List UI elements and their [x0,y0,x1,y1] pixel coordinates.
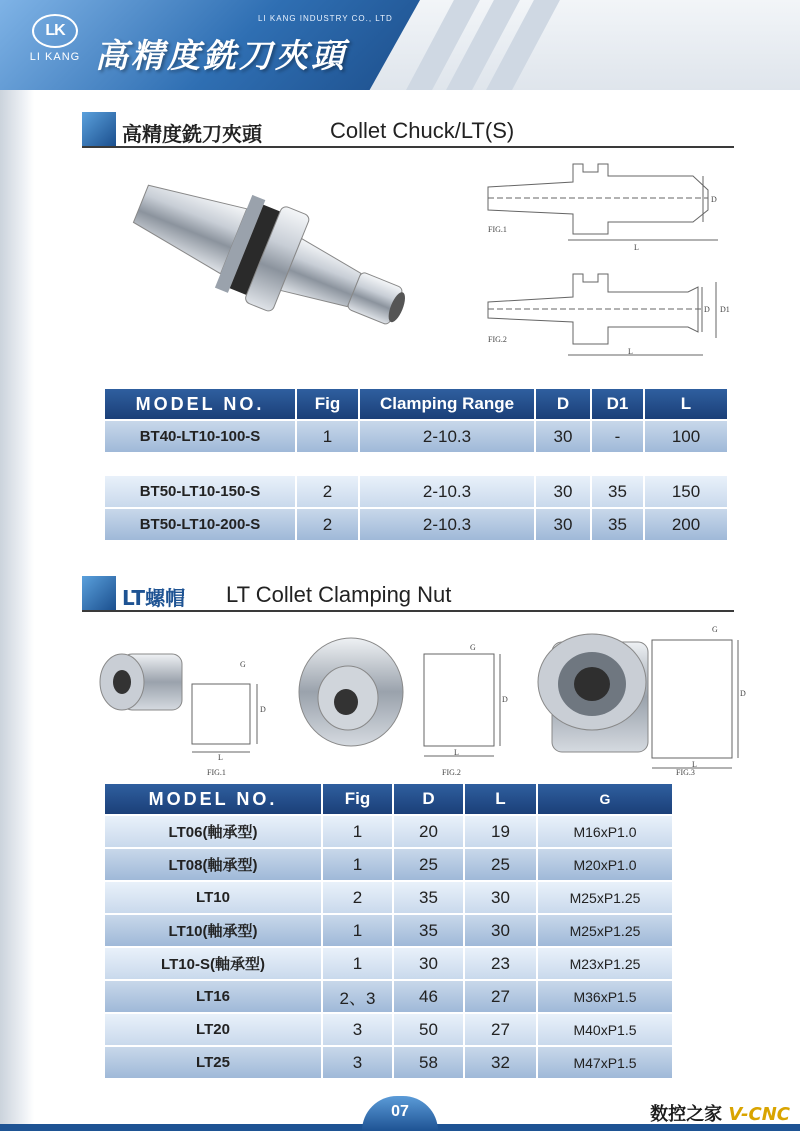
cell-range: 2-10.3 [360,476,534,507]
cell-d: 35 [394,915,463,946]
cell-l: 200 [645,509,727,540]
cell-fig: 1 [323,816,392,847]
cell-d: 20 [394,816,463,847]
section-title-en: Collet Chuck/LT(S) [330,118,515,143]
cell-model: LT20 [105,1014,321,1045]
section-title-cn: 高精度銑刀夾頭 [122,122,262,146]
table-row [105,476,727,507]
cell-d1: - [592,421,643,452]
dim-l-label: L [628,347,633,356]
cell-d: 30 [536,509,590,540]
dim-g-label: G [240,660,246,669]
table-row [105,816,672,847]
dim-d-label: D [704,305,710,314]
cell-l: 150 [645,476,727,507]
section-marker [82,112,116,146]
cell-fig: 2 [297,476,358,507]
table-row [105,981,672,1012]
collet-chuck-photo [120,170,440,350]
cell-g: M40xP1.5 [538,1014,672,1045]
logo-text: LI KANG [29,51,81,63]
cell-d1: 35 [592,476,643,507]
section-marker [82,576,116,610]
cell-model: LT10 [105,882,321,913]
dim-l-label: L [454,748,459,757]
cell-fig: 2 [323,882,392,913]
company-logo [22,14,88,63]
fig2-label: FIG.2 [442,768,461,777]
page-title: 高精度銑刀夾頭 [95,36,347,75]
section-heading-clamping-nut [82,576,734,612]
side-bar [0,90,34,1131]
cell-fig: 3 [323,1014,392,1045]
col-header-clamping-range: Clamping Range [360,389,534,419]
cell-range: 2-10.3 [360,421,534,452]
cell-fig: 1 [323,915,392,946]
cell-model: BT50-LT10-200-S [105,509,295,540]
cell-d1: 35 [592,509,643,540]
watermark-cn: 数控之家 [650,1104,723,1125]
cell-model: LT06(軸承型) [105,816,321,847]
cell-l: 27 [465,981,536,1012]
fig1-label: FIG.1 [488,225,507,234]
table-row [105,509,727,540]
dim-g-label: G [712,625,718,634]
col-header-d: D [536,389,590,419]
company-name: LI KANG INDUSTRY CO., LTD [258,14,393,23]
dim-d1-label: D1 [720,305,730,314]
col-header-model: MODEL NO. [105,784,321,814]
col-header-fig: Fig [297,389,358,419]
cell-l: 27 [465,1014,536,1045]
cell-model: LT10(軸承型) [105,915,321,946]
cell-range: 2-10.3 [360,509,534,540]
nut-fig1 [92,632,272,780]
cell-g: M47xP1.5 [538,1047,672,1078]
cell-fig: 1 [323,948,392,979]
cell-l: 100 [645,421,727,452]
cell-l: 19 [465,816,536,847]
watermark [650,1100,790,1126]
dim-d-label: D [740,689,746,698]
cell-d: 25 [394,849,463,880]
col-header-l: L [645,389,727,419]
cell-l: 30 [465,915,536,946]
cell-fig: 2 [297,509,358,540]
dim-l-label: L [634,243,639,252]
page-number: 07 [362,1096,438,1131]
cell-g: M25xP1.25 [538,882,672,913]
table-row [105,421,727,452]
dim-l-label: L [218,753,223,762]
col-header-fig: Fig [323,784,392,814]
nut-fig3 [532,622,752,780]
cell-model: LT16 [105,981,321,1012]
cell-d: 30 [536,421,590,452]
cell-d: 50 [394,1014,463,1045]
cell-fig: 1 [323,849,392,880]
table-row [105,882,672,913]
section-heading-collet-chuck [82,112,734,148]
cell-l: 25 [465,849,536,880]
collet-chuck-drawings [478,152,738,362]
cell-model: LT08(軸承型) [105,849,321,880]
cell-model: BT40-LT10-100-S [105,421,295,452]
cell-g: M20xP1.0 [538,849,672,880]
clamping-nut-table [103,782,674,1080]
cell-d: 46 [394,981,463,1012]
collet-chuck-table [103,387,729,542]
nut-fig2 [296,632,518,780]
cell-d: 35 [394,882,463,913]
cell-model: LT10-S(軸承型) [105,948,321,979]
table-row [105,915,672,946]
fig2-label: FIG.2 [488,335,507,344]
cell-g: M25xP1.25 [538,915,672,946]
col-header-g: G [538,784,672,814]
cell-model: LT25 [105,1047,321,1078]
watermark-en: V-CNC [728,1104,790,1125]
col-header-d: D [394,784,463,814]
fig1-label: FIG.1 [207,768,226,777]
table-row [105,1047,672,1078]
cell-d: 58 [394,1047,463,1078]
cell-fig: 3 [323,1047,392,1078]
logo-mark: LK [32,14,78,48]
col-header-l: L [465,784,536,814]
cell-fig: 2、3 [323,981,392,1012]
cell-l: 32 [465,1047,536,1078]
cell-model: BT50-LT10-150-S [105,476,295,507]
dim-g-label: G [470,643,476,652]
cell-g: M23xP1.25 [538,948,672,979]
table-row [105,1014,672,1045]
cell-g: M16xP1.0 [538,816,672,847]
cell-fig: 1 [297,421,358,452]
dim-l-label: L [692,760,697,769]
col-header-model: MODEL NO. [105,389,295,419]
table-row [105,849,672,880]
dim-d-label: D [502,695,508,704]
cell-d: 30 [394,948,463,979]
fig3-label: FIG.3 [676,768,695,777]
cell-l: 23 [465,948,536,979]
table-spacer [105,454,727,474]
dim-d-label: D [711,195,717,204]
dim-d-label: D [260,705,266,714]
cell-l: 30 [465,882,536,913]
cell-g: M36xP1.5 [538,981,672,1012]
cell-d: 30 [536,476,590,507]
table-row [105,948,672,979]
section-title-cn: LT螺帽 [122,586,186,610]
section-title-en: LT Collet Clamping Nut [226,582,452,607]
col-header-d1: D1 [592,389,643,419]
